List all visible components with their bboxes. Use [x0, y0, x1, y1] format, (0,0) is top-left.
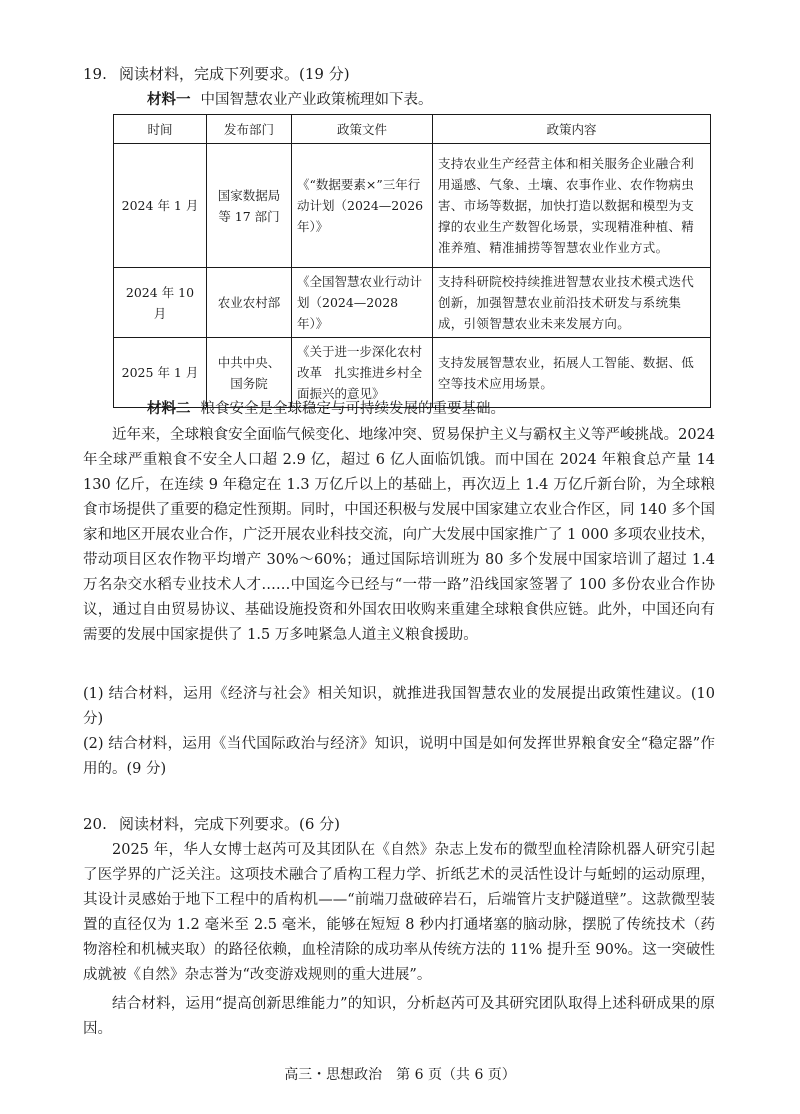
question-20-instruction: 阅读材料，完成下列要求。(6 分) [119, 815, 341, 833]
question-20-number: 20. [83, 815, 107, 833]
row-time: 2025 年 1 月 [114, 338, 207, 408]
header-content: 政策内容 [433, 115, 711, 144]
material-1-title [147, 89, 433, 111]
policy-table-header-row [114, 115, 711, 144]
table-row [114, 144, 711, 268]
question-20-material: 2025 年，华人女博士赵芮可及其团队在《自然》杂志上发布的微型血栓清除机器人研究引起了医学界的广泛关注。这项技术融合了盾构工程力学、折纸艺术的灵活性设计与蚯蚓的运动原理，其设计灵感始于地下工程中的盾构机——“前端刀盘破碎岩石，后端管片支护隧道壁”。这款微型装置的直径仅为 1.2 毫米至 2.5 毫米，能够在短短 8 秒内打通堵塞的脑动脉，摆脱了传统技术（药物溶栓和机械夹取）的路径依赖，血栓清除的成功率从传统方法的 11% 提升至 90%。这一突破性成就被《自然》杂志誉为“改变游戏规则的重大进展”。 [83, 842, 715, 983]
header-doc: 政策文件 [292, 115, 433, 144]
page-footer: 高三・思想政治 第 6 页（共 6 页） [284, 1067, 516, 1083]
row-content: 支持农业生产经营主体和相关服务企业融合利用遥感、气象、土壤、农事作业、农作物病虫害、市场等数据，加快打造以数据和模型为支撑的农业生产数智化场景，实现精准种植、精准养殖、精准捕捞等智慧农业作业方式。 [433, 144, 711, 268]
question-20-heading [83, 813, 340, 835]
question-20-question: 结合材料，运用“提高创新思维能力”的知识，分析赵芮可及其研究团队取得上述科研成果的原因。 [83, 996, 715, 1037]
row-dept: 国家数据局等 17 部门 [207, 144, 292, 268]
material-2-body: 近年来，全球粮食安全面临气候变化、地缘冲突、贸易保护主义与霸权主义等严峻挑战。2024 年全球严重粮食不安全人口超 2.9 亿，超过 6 亿人面临饥饿。而中国在 2024 年粮食总产量 14 130 亿斤，在连续 9 年稳定在 1.3 万亿斤以上的基础上，再次迈上 1.4 万亿斤新台阶，为全球粮食市场提供了重要的稳定性预期。同时，中国还积极与发展中国家建立农业合作区，同 140 多个国家和地区开展农业合作，广泛开展农业科技交流，向广大发展中国家推广了 1 000 多项农业技术，带动项目区农作物平均增产 30%～60%；通过国际培训班为 80 多个发展中国家培训了超过 1.4 万名杂交水稻专业技术人才……中国迄今已经与“一带一路”沿线国家签署了 100 多份农业合作协议，通过自由贸易协议、基础设施投资和外国农田收购来重建全球粮食供应链。此外，中国还向有需要的发展中国家提供了 1.5 万多吨紧急人道主义粮食援助。 [83, 427, 715, 643]
header-dept: 发布部门 [207, 115, 292, 144]
material-1-label: 材料一 [147, 91, 191, 108]
row-time: 2024 年 10 月 [114, 268, 207, 338]
row-content: 支持发展智慧农业，拓展人工智能、数据、低空等技术应用场景。 [433, 338, 711, 408]
row-doc: 《关于进一步深化农村改革 扎实推进乡村全面振兴的意见》 [292, 338, 433, 408]
question-19-heading [83, 63, 350, 85]
header-time: 时间 [114, 115, 207, 144]
question-19-number: 19. [83, 65, 107, 83]
material-2-label: 材料二 [147, 400, 191, 417]
question-19-instruction: 阅读材料，完成下列要求。(19 分) [119, 65, 350, 83]
sub-question-1: (1) 结合材料，运用《经济与社会》相关知识，就推进我国智慧农业的发展提出政策性建议。(10 分) [83, 686, 715, 727]
material-2-title [147, 398, 505, 420]
row-content: 支持科研院校持续推进智慧农业技术模式迭代创新，加强智慧农业前沿技术研发与系统集成，引领智慧农业未来发展方向。 [433, 268, 711, 338]
row-doc: 《全国智慧农业行动计划（2024—2028 年）》 [292, 268, 433, 338]
table-row [114, 268, 711, 338]
row-dept: 农业农村部 [207, 268, 292, 338]
material-2-intro: 粮食安全是全球稳定与可持续发展的重要基础。 [200, 401, 505, 417]
sub-question-2: (2) 结合材料，运用《当代国际政治与经济》知识，说明中国是如何发挥世界粮食安全“稳定器”作用的。(9 分) [83, 736, 715, 777]
policy-table [113, 114, 711, 408]
row-dept: 中共中央、国务院 [207, 338, 292, 408]
material-1-intro: 中国智慧农业产业政策梳理如下表。 [200, 92, 433, 108]
table-row [114, 338, 711, 408]
row-doc: 《“数据要素×”三年行动计划（2024—2026 年）》 [292, 144, 433, 268]
row-time: 2024 年 1 月 [114, 144, 207, 268]
